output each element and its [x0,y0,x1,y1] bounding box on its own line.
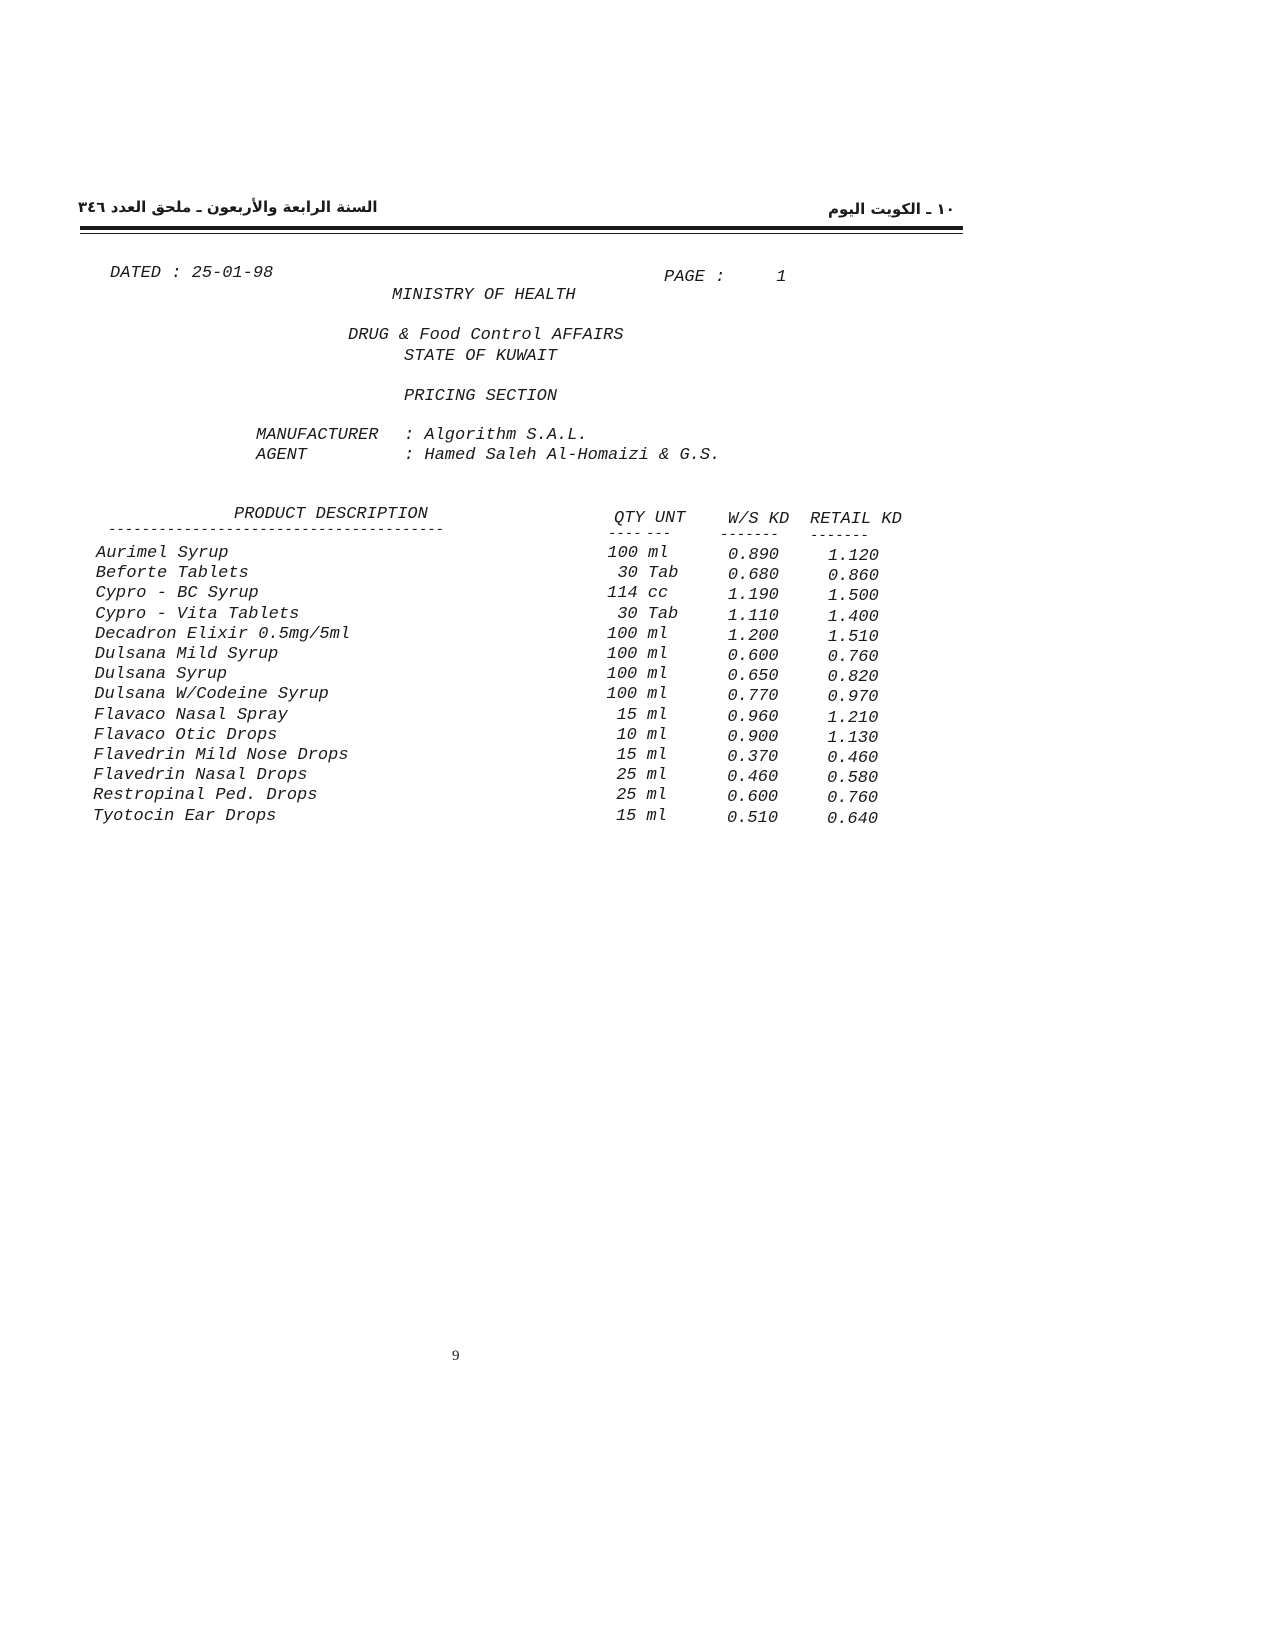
row-ws-price: 0.370 [727,748,779,767]
underline-qty: ---- [608,526,642,542]
row-description: Restropinal Ped. Drops [93,786,318,805]
row-unit: ml [646,807,667,826]
header-rule-thin [80,233,963,234]
table-row [0,726,1275,746]
row-ws-price: 0.890 [728,546,780,565]
row-ws-price: 1.110 [727,607,779,626]
row-retail-price: 1.120 [828,547,880,566]
row-description: Flavaco Otic Drops [93,726,278,745]
row-retail-price: 0.640 [827,810,879,829]
underline-description: ---------------------------------------- [108,522,445,538]
row-retail-price: 1.510 [827,628,879,647]
row-unit: ml [647,625,668,644]
row-description: Flavedrin Nasal Drops [93,766,308,785]
table-row [0,584,1275,604]
underline-unt: --- [646,526,672,542]
row-unit: ml [647,645,668,664]
section-title: PRICING SECTION [404,387,558,406]
table-row [0,544,1275,564]
row-unit: ml [646,726,668,745]
row-unit: cc [647,584,669,603]
row-unit: ml [646,746,668,765]
row-qty: 25 [616,786,637,805]
row-qty: 15 [616,706,637,725]
header-right-arabic: ١٠ ـ الكويت اليوم [828,200,955,218]
row-unit: ml [646,766,668,785]
row-unit: ml [647,685,668,704]
table-row [0,807,1275,827]
row-retail-price: 0.760 [827,648,879,667]
row-retail-price: 1.500 [827,587,879,606]
underline-retail: ------- [810,528,869,544]
agent-value: : Hamed Saleh Al-Homaizi & G.S. [404,446,721,465]
row-ws-price: 0.650 [727,667,779,686]
table-row [0,564,1275,584]
table-row [0,706,1275,726]
ministry-title: MINISTRY OF HEALTH [392,286,576,305]
row-qty: 25 [616,766,637,785]
row-ws-price: 0.460 [727,768,779,787]
table-row [0,605,1275,625]
table-row [0,665,1275,685]
header-left-arabic: السنة الرابعة والأربعون ـ ملحق العدد ٣٤٦ [78,198,378,216]
footer-page-number: 9 [452,1348,460,1364]
row-retail-price: 0.970 [827,688,879,707]
row-description: Flavaco Nasal Spray [94,706,288,725]
row-ws-price: 0.960 [727,708,779,727]
header-retail-kd: RETAIL KD [810,510,902,529]
row-retail-price: 0.860 [827,567,879,586]
table-row [0,786,1275,806]
header-ws-kd: W/S KD [728,510,790,529]
dated-line: DATED : 25-01-98 [110,264,274,283]
row-retail-price: 0.760 [827,789,879,808]
state-title: STATE OF KUWAIT [404,347,558,366]
row-unit: ml [647,706,668,725]
row-retail-price: 0.820 [827,668,879,687]
row-qty: 114 [607,584,638,603]
row-qty: 100 [606,685,638,704]
table-row [0,766,1275,786]
agent-label: AGENT [256,446,308,465]
row-description: Beforte Tablets [95,564,249,583]
table-row [0,645,1275,665]
row-ws-price: 0.600 [727,647,779,666]
row-qty: 30 [617,564,638,583]
table-row [0,685,1275,705]
page-line: PAGE : 1 [664,268,787,287]
row-unit: ml [648,544,669,563]
table-row [0,746,1275,766]
header-qty-unt: QTY UNT [614,509,686,528]
affairs-title: DRUG & Food Control AFFAIRS [348,326,624,345]
row-unit: ml [647,665,668,684]
underline-ws: ------- [720,527,779,543]
row-description: Decadron Elixir 0.5mg/5ml [95,625,351,644]
row-description: Dulsana Syrup [94,665,228,684]
row-unit: Tab [647,605,679,624]
row-ws-price: 0.510 [727,809,779,828]
row-ws-price: 1.190 [727,586,779,605]
table-row [0,625,1275,645]
manufacturer-label: MANUFACTURER [256,426,379,445]
row-description: Dulsana Mild Syrup [94,645,279,664]
row-retail-price: 1.130 [827,729,879,748]
row-unit: Tab [647,564,679,583]
row-ws-price: 0.770 [727,687,779,706]
row-retail-price: 0.580 [827,769,879,788]
row-qty: 100 [606,665,638,684]
row-ws-price: 0.900 [727,728,779,747]
row-description: Aurimel Syrup [96,544,229,563]
header-product-description: PRODUCT DESCRIPTION [234,505,428,524]
row-retail-price: 1.400 [827,608,879,627]
header-rule-thick [80,226,963,230]
row-ws-price: 1.200 [727,627,779,646]
row-description: Cypro - BC Syrup [95,584,259,603]
row-description: Cypro - Vita Tablets [95,605,300,624]
row-qty: 100 [606,625,638,644]
row-retail-price: 1.210 [827,709,879,728]
row-qty: 30 [617,605,638,624]
row-qty: 100 [606,645,638,664]
row-description: Tyotocin Ear Drops [92,807,277,826]
row-ws-price: 0.680 [727,566,779,585]
row-qty: 10 [616,726,637,745]
row-description: Dulsana W/Codeine Syrup [94,685,329,704]
manufacturer-value: : Algorithm S.A.L. [404,426,588,445]
row-qty: 15 [615,807,637,826]
row-qty: 15 [616,746,637,765]
row-qty: 100 [607,544,638,563]
row-unit: ml [646,786,667,805]
row-ws-price: 0.600 [727,788,779,807]
row-retail-price: 0.460 [827,749,879,768]
row-description: Flavedrin Mild Nose Drops [93,746,349,765]
